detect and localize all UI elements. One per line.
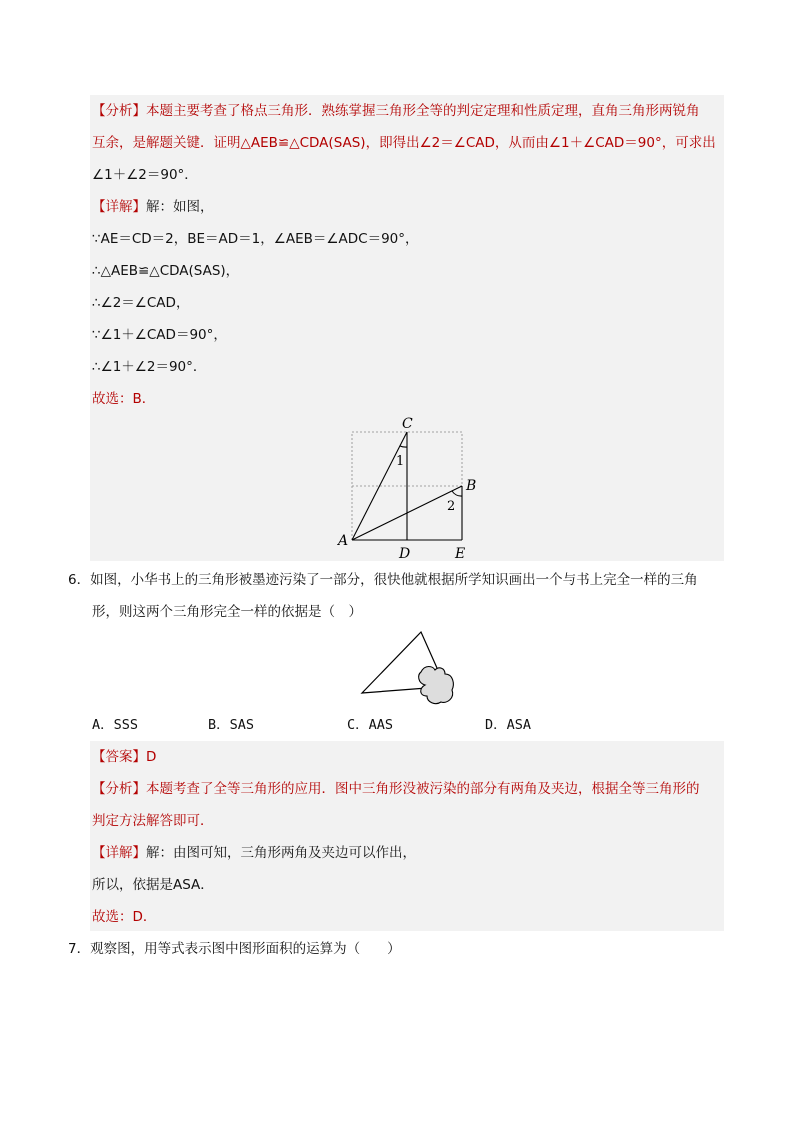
detail-tag: 【详解】 [92,845,146,861]
q5-step-2: ∴△AEB≌△CDA(SAS)， [92,263,240,279]
q6-option-c[interactable]: C．AAS [347,717,394,733]
q7-number: 7． [68,941,91,957]
detail-intro: 解：如图， [146,199,214,215]
q6-stem-line-2: 形，则这两个三角形完全一样的依据是（ ） [92,604,362,620]
q5-analysis-line-3: ∠1＋∠2＝90°． [92,167,198,183]
analysis-tag: 【分析】 [92,781,146,797]
label-angle-2: 2 [447,499,456,514]
answer-value: D [146,749,157,765]
q5-step-3: ∴∠2＝∠CAD， [92,295,190,311]
q6-option-b[interactable]: B．SAS [208,717,255,733]
label-A: A [338,533,349,549]
q7-stem-text: 观察图，用等式表示图中图形面积的运算为（ ） [90,941,401,957]
label-E: E [455,546,466,562]
analysis-tag: 【分析】 [92,103,146,119]
q6-stained-triangle-figure [355,628,465,708]
q5-analysis-line-1 [92,95,700,127]
q6-stem-text: 如图，小华书上的三角形被墨迹污染了一部分，很快他就根据所学知识画出一个与书上完全一样的三角 [90,572,698,588]
answer-tag: 【答案】 [92,749,146,765]
analysis-text: 本题主要考查了格点三角形．熟练掌握三角形全等的判定定理和性质定理，直角三角形两锐角 [146,103,700,119]
analysis-text: 本题考查了全等三角形的应用．图中三角形没被污染的部分有两角及夹边，根据全等三角形的 [146,781,700,797]
q6-stem-line-1 [68,564,698,596]
label-B: B [466,478,477,494]
q6-analysis-line-2: 判定方法解答即可． [92,813,214,829]
q6-analysis-line-1 [92,773,700,805]
q5-detail-line [92,191,214,223]
detail-tag: 【详解】 [92,199,146,215]
q5-step-4: ∵∠1＋∠CAD＝90°， [92,327,227,343]
q6-answer-line [92,741,156,773]
q6-choice: 故选：D． [92,909,157,925]
detail-text: 解：由图可知，三角形两角及夹边可以作出， [146,845,416,861]
q5-figure [330,412,510,562]
q6-number: 6． [68,572,91,588]
q5-step-1: ∵AE＝CD＝2，BE＝AD＝1，∠AEB＝∠ADC＝90°， [92,231,419,247]
label-D: D [399,546,411,562]
q7-stem-line [68,933,401,965]
q6-option-a[interactable]: A．SSS [92,717,139,733]
q6-detail-line-1 [92,837,416,869]
q5-choice: 故选：B． [92,391,156,407]
q6-detail-line-2: 所以，依据是ASA． [92,877,214,893]
q5-analysis-line-2: 互余，是解题关键．证明△AEB≌△CDA(SAS)，即得出∠2＝∠CAD，从而由∠1＋∠CAD＝90°，可求出 [92,135,716,151]
label-C: C [402,416,413,432]
q5-step-5: ∴∠1＋∠2＝90°． [92,359,207,375]
ink-stain [419,667,454,704]
label-angle-1: 1 [396,454,405,469]
q6-option-d[interactable]: D．ASA [485,717,532,733]
